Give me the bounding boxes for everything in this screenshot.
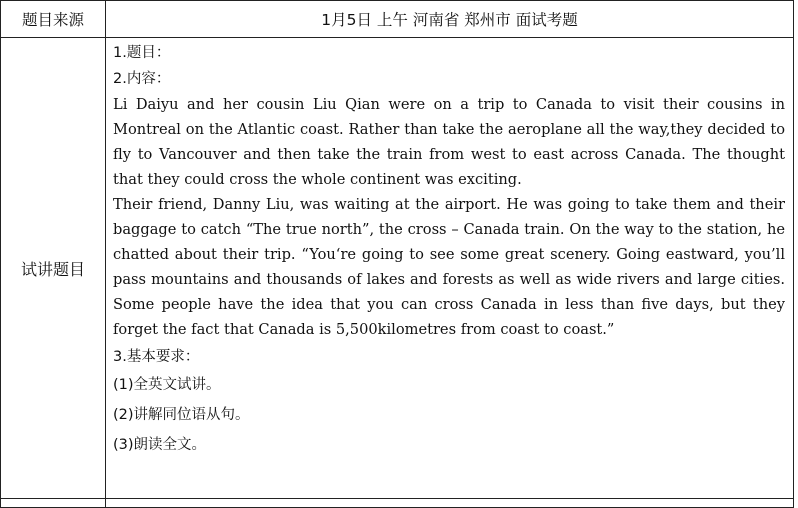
header-row (1, 1, 794, 38)
passage-paragraph-1: Li Daiyu and her cousin Liu Qian were on a trip to Canada to visit their cousins in Montreal on the Atlantic coast. Rather than take the aeroplane all the way,they decided to fly to Vancouver and then take the train from west to east across Canada. The thought that they could cross the whole continent was exciting. (113, 96, 785, 188)
requirements-heading: 3.基本要求： (113, 349, 200, 365)
content-row (1, 38, 794, 499)
source-title: 1月5日 上午 河南省 郑州市 面试考题 (106, 1, 794, 38)
requirement-item-2: (2)讲解同位语从句。 (113, 407, 250, 423)
passage-paragraph-2: Their friend, Danny Liu, was waiting at the airport. He was going to take them and their baggage to catch “The true north”, the cross – Canada train. On the way to the station, he chatted about their trip. “You‘re going to see some great scenery. Going eastward, you’ll pass mountains and thousands of lakes and forests as well as wide rivers and large cities. Some people have the idea that you can cross Canada in less than five days, but they forget the fact that Canada is 5,500kilometres from coast to coast.” (113, 196, 785, 338)
requirement-item-1: (1)全英文试讲。 (113, 377, 221, 393)
topic-heading: 1.题目： (113, 45, 171, 61)
source-label: 题目来源 (1, 1, 106, 38)
content-heading: 2.内容： (113, 71, 171, 87)
requirement-item-3: (3)朗读全文。 (113, 437, 207, 453)
lecture-topic-label: 试讲题目 (1, 38, 106, 499)
content-cell (106, 38, 794, 499)
